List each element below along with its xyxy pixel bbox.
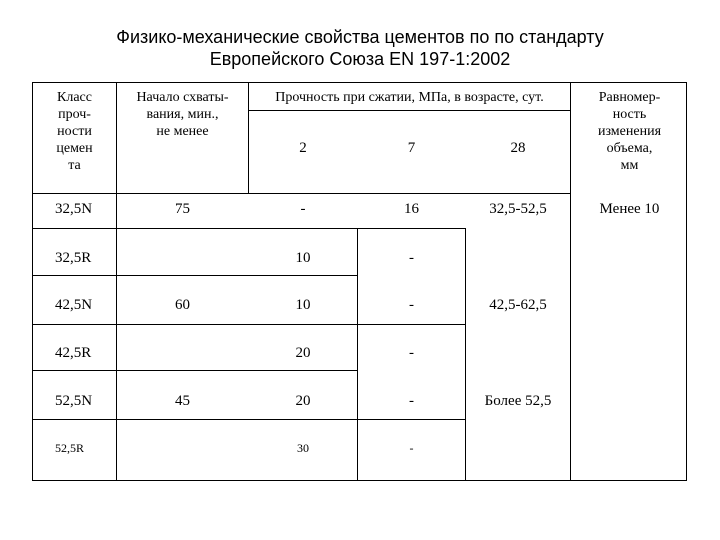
d7-cell: - [409, 297, 414, 313]
header-class: Класс проч- ности цемен та [56, 90, 93, 173]
d2-cell: 10 [295, 297, 311, 313]
header-age-7: 7 [407, 140, 416, 156]
row-divider-5 [33, 419, 465, 420]
row-divider-4 [33, 370, 357, 371]
row-divider-2 [33, 275, 357, 276]
title-line-2: Европейского Союза EN 197-1:2002 [209, 49, 511, 69]
col-divider-class [116, 83, 117, 480]
uniformity-cell: Менее 10 [599, 201, 660, 217]
d7-cell: - [409, 345, 414, 361]
class-cell: 52,5R [55, 441, 85, 455]
row-divider-3 [33, 324, 465, 325]
header-uniformity: Равномер- ность изменения объема, мм [597, 90, 662, 173]
class-cell: 42,5R [55, 345, 92, 361]
header-age-2: 2 [299, 140, 307, 156]
title-line-1: Физико-механические свойства цементов по по стандарту [116, 27, 604, 47]
d28-cell: 32,5-52,5 [489, 201, 547, 217]
setting-cell: 75 [175, 201, 190, 217]
row-divider-1 [33, 228, 465, 229]
d2-cell: 20 [295, 393, 311, 409]
header-age-28: 28 [510, 140, 526, 156]
d7-cell: - [409, 441, 414, 455]
header-setting-time: Начало схваты- вания, мин., не менее [136, 90, 229, 139]
class-cell: 32,5R [55, 250, 92, 266]
class-cell: 32,5N [55, 201, 93, 217]
d2-cell: - [300, 201, 306, 217]
header-bottom-line [33, 193, 570, 194]
d7-cell: - [409, 393, 414, 409]
d7-cell: - [409, 250, 414, 266]
setting-cell: 45 [175, 393, 190, 409]
setting-cell: 60 [175, 297, 190, 313]
cement-properties-table [32, 82, 687, 481]
d28-cell: Более 52,5 [484, 393, 552, 409]
strength-header-divider [248, 110, 570, 111]
class-cell: 42,5N [55, 297, 93, 313]
col-divider-28 [465, 228, 466, 480]
d7-cell: 16 [404, 201, 419, 217]
header-strength: Прочность при сжатии, МПа, в возрасте, сут. [275, 90, 544, 105]
d2-cell: 20 [295, 345, 311, 361]
d2-cell: 10 [295, 250, 311, 266]
d28-cell: 42,5-62,5 [489, 297, 547, 313]
d2-cell: 30 [297, 441, 309, 455]
class-cell: 52,5N [55, 393, 93, 409]
page-title [0, 26, 720, 70]
